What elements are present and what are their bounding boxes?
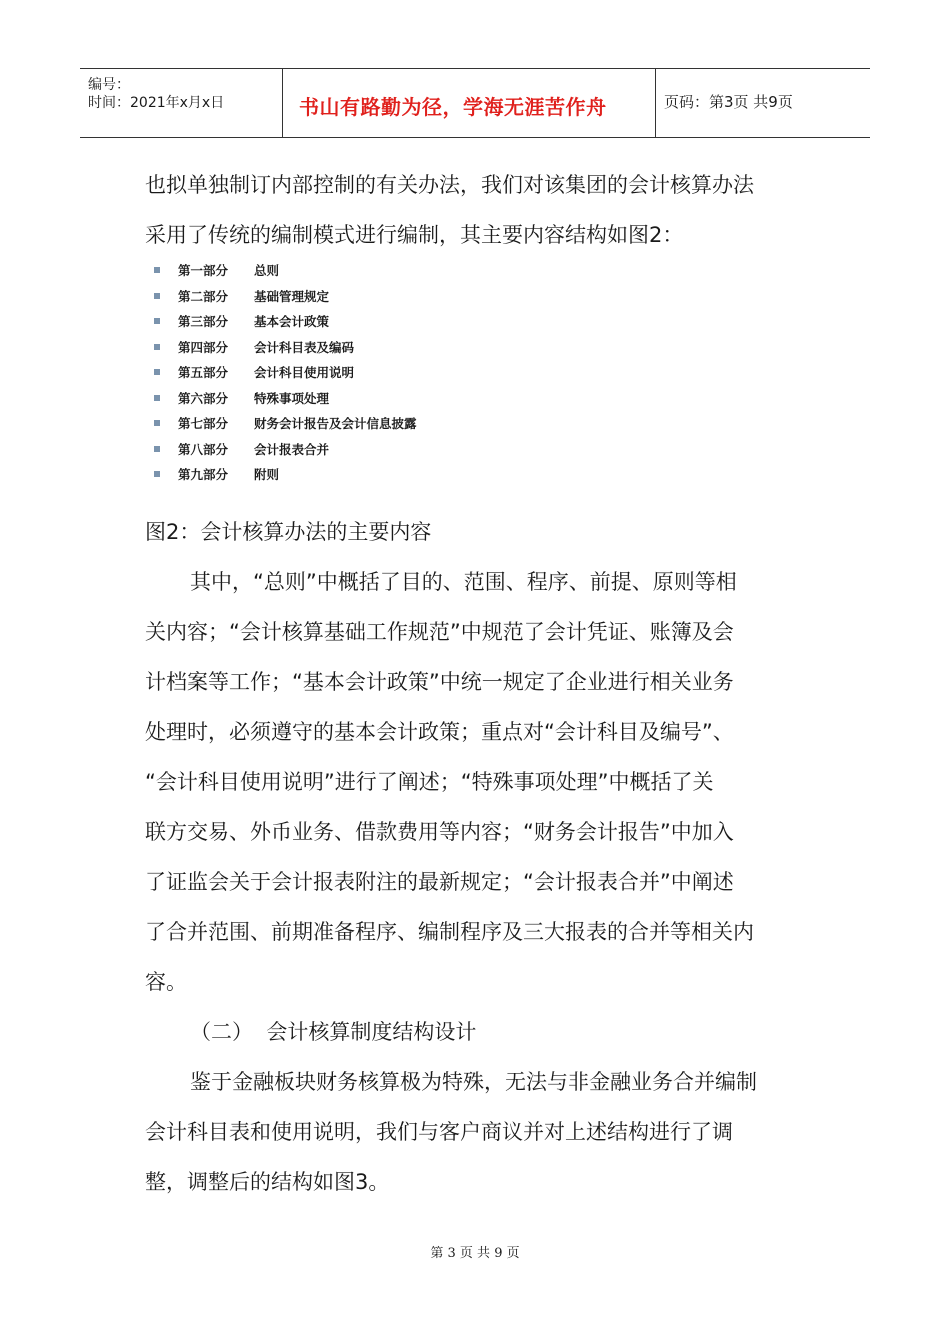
square-bullet-icon	[154, 420, 160, 426]
motto: 书山有路勤为径，学海无涯苦作舟	[299, 95, 607, 119]
square-bullet-icon	[154, 318, 160, 324]
intro-line: 采用了传统的编制模式进行编制，其主要内容结构如图2：	[145, 223, 684, 247]
part-number: 第七部分	[178, 416, 229, 431]
part-title: 会计科目使用说明	[254, 365, 355, 380]
square-bullet-icon	[154, 369, 160, 375]
part-title: 基本会计政策	[254, 314, 330, 329]
part-title: 附则	[254, 467, 280, 482]
figure-caption: 图2：会计核算办法的主要内容	[145, 520, 432, 544]
paragraph-line: 关内容；“会计核算基础工作规范”中规范了会计凭证、账簿及会	[145, 620, 734, 644]
page-footer: 第 3 页 共 9 页	[430, 1246, 520, 1261]
part-title: 基础管理规定	[254, 288, 330, 304]
paragraph-line: 计档案等工作；“基本会计政策”中统一规定了企业进行相关业务	[145, 670, 734, 694]
part-number: 第一部分	[178, 263, 229, 278]
part-number: 第八部分	[178, 441, 229, 457]
square-bullet-icon	[154, 267, 160, 273]
square-bullet-icon	[154, 446, 160, 452]
paragraph-line: 联方交易、外币业务、借款费用等内容；“财务会计报告”中加入	[145, 820, 734, 844]
square-bullet-icon	[154, 471, 160, 477]
part-title: 财务会计报告及会计信息披露	[254, 416, 417, 431]
closing-line: 会计科目表和使用说明，我们与客户商议并对上述结构进行了调	[145, 1120, 733, 1144]
paragraph-line: 容。	[145, 970, 187, 994]
square-bullet-icon	[154, 395, 160, 401]
closing-line: 鉴于金融板块财务核算极为特殊，无法与非金融业务合并编制	[190, 1070, 757, 1094]
part-title: 总则	[254, 263, 280, 278]
part-number: 第九部分	[178, 467, 229, 482]
square-bullet-icon	[154, 344, 160, 350]
paragraph-line: 其中，“总则”中概括了目的、范围、程序、前提、原则等相	[190, 570, 737, 594]
header-motto-cell	[283, 69, 656, 137]
part-number: 第三部分	[178, 314, 229, 329]
part-number: 第五部分	[178, 365, 229, 380]
part-title: 会计报表合并	[254, 441, 330, 457]
page-info: 页码：第3页 共9页	[664, 93, 793, 111]
closing-line: 整，调整后的结构如图3。	[145, 1170, 390, 1194]
section-heading: （二） 会计核算制度结构设计	[190, 1020, 477, 1044]
part-number: 第四部分	[178, 339, 229, 355]
paragraph-line: 了证监会关于会计报表附注的最新规定；“会计报表合并”中阐述	[145, 870, 734, 894]
paragraph-line: 处理时，必须遵守的基本会计政策；重点对“会计科目及编号”、	[145, 720, 734, 744]
intro-line: 也拟单独制订内部控制的有关办法，我们对该集团的会计核算办法	[145, 173, 754, 197]
square-bullet-icon	[154, 293, 160, 299]
part-number: 第二部分	[178, 288, 229, 304]
paragraph-line: 了合并范围、前期准备程序、编制程序及三大报表的合并等相关内	[145, 920, 754, 944]
paragraph-line: “会计科目使用说明”进行了阐述；“特殊事项处理”中概括了关	[145, 770, 714, 794]
part-title: 会计科目表及编码	[254, 339, 355, 355]
part-title: 特殊事项处理	[254, 390, 330, 406]
number-label: 编号：	[88, 77, 130, 93]
date-line: 时间：2021年x月x日	[88, 95, 225, 111]
header-meta-cell	[80, 69, 283, 137]
part-number: 第六部分	[178, 390, 229, 406]
page-header	[80, 68, 870, 138]
